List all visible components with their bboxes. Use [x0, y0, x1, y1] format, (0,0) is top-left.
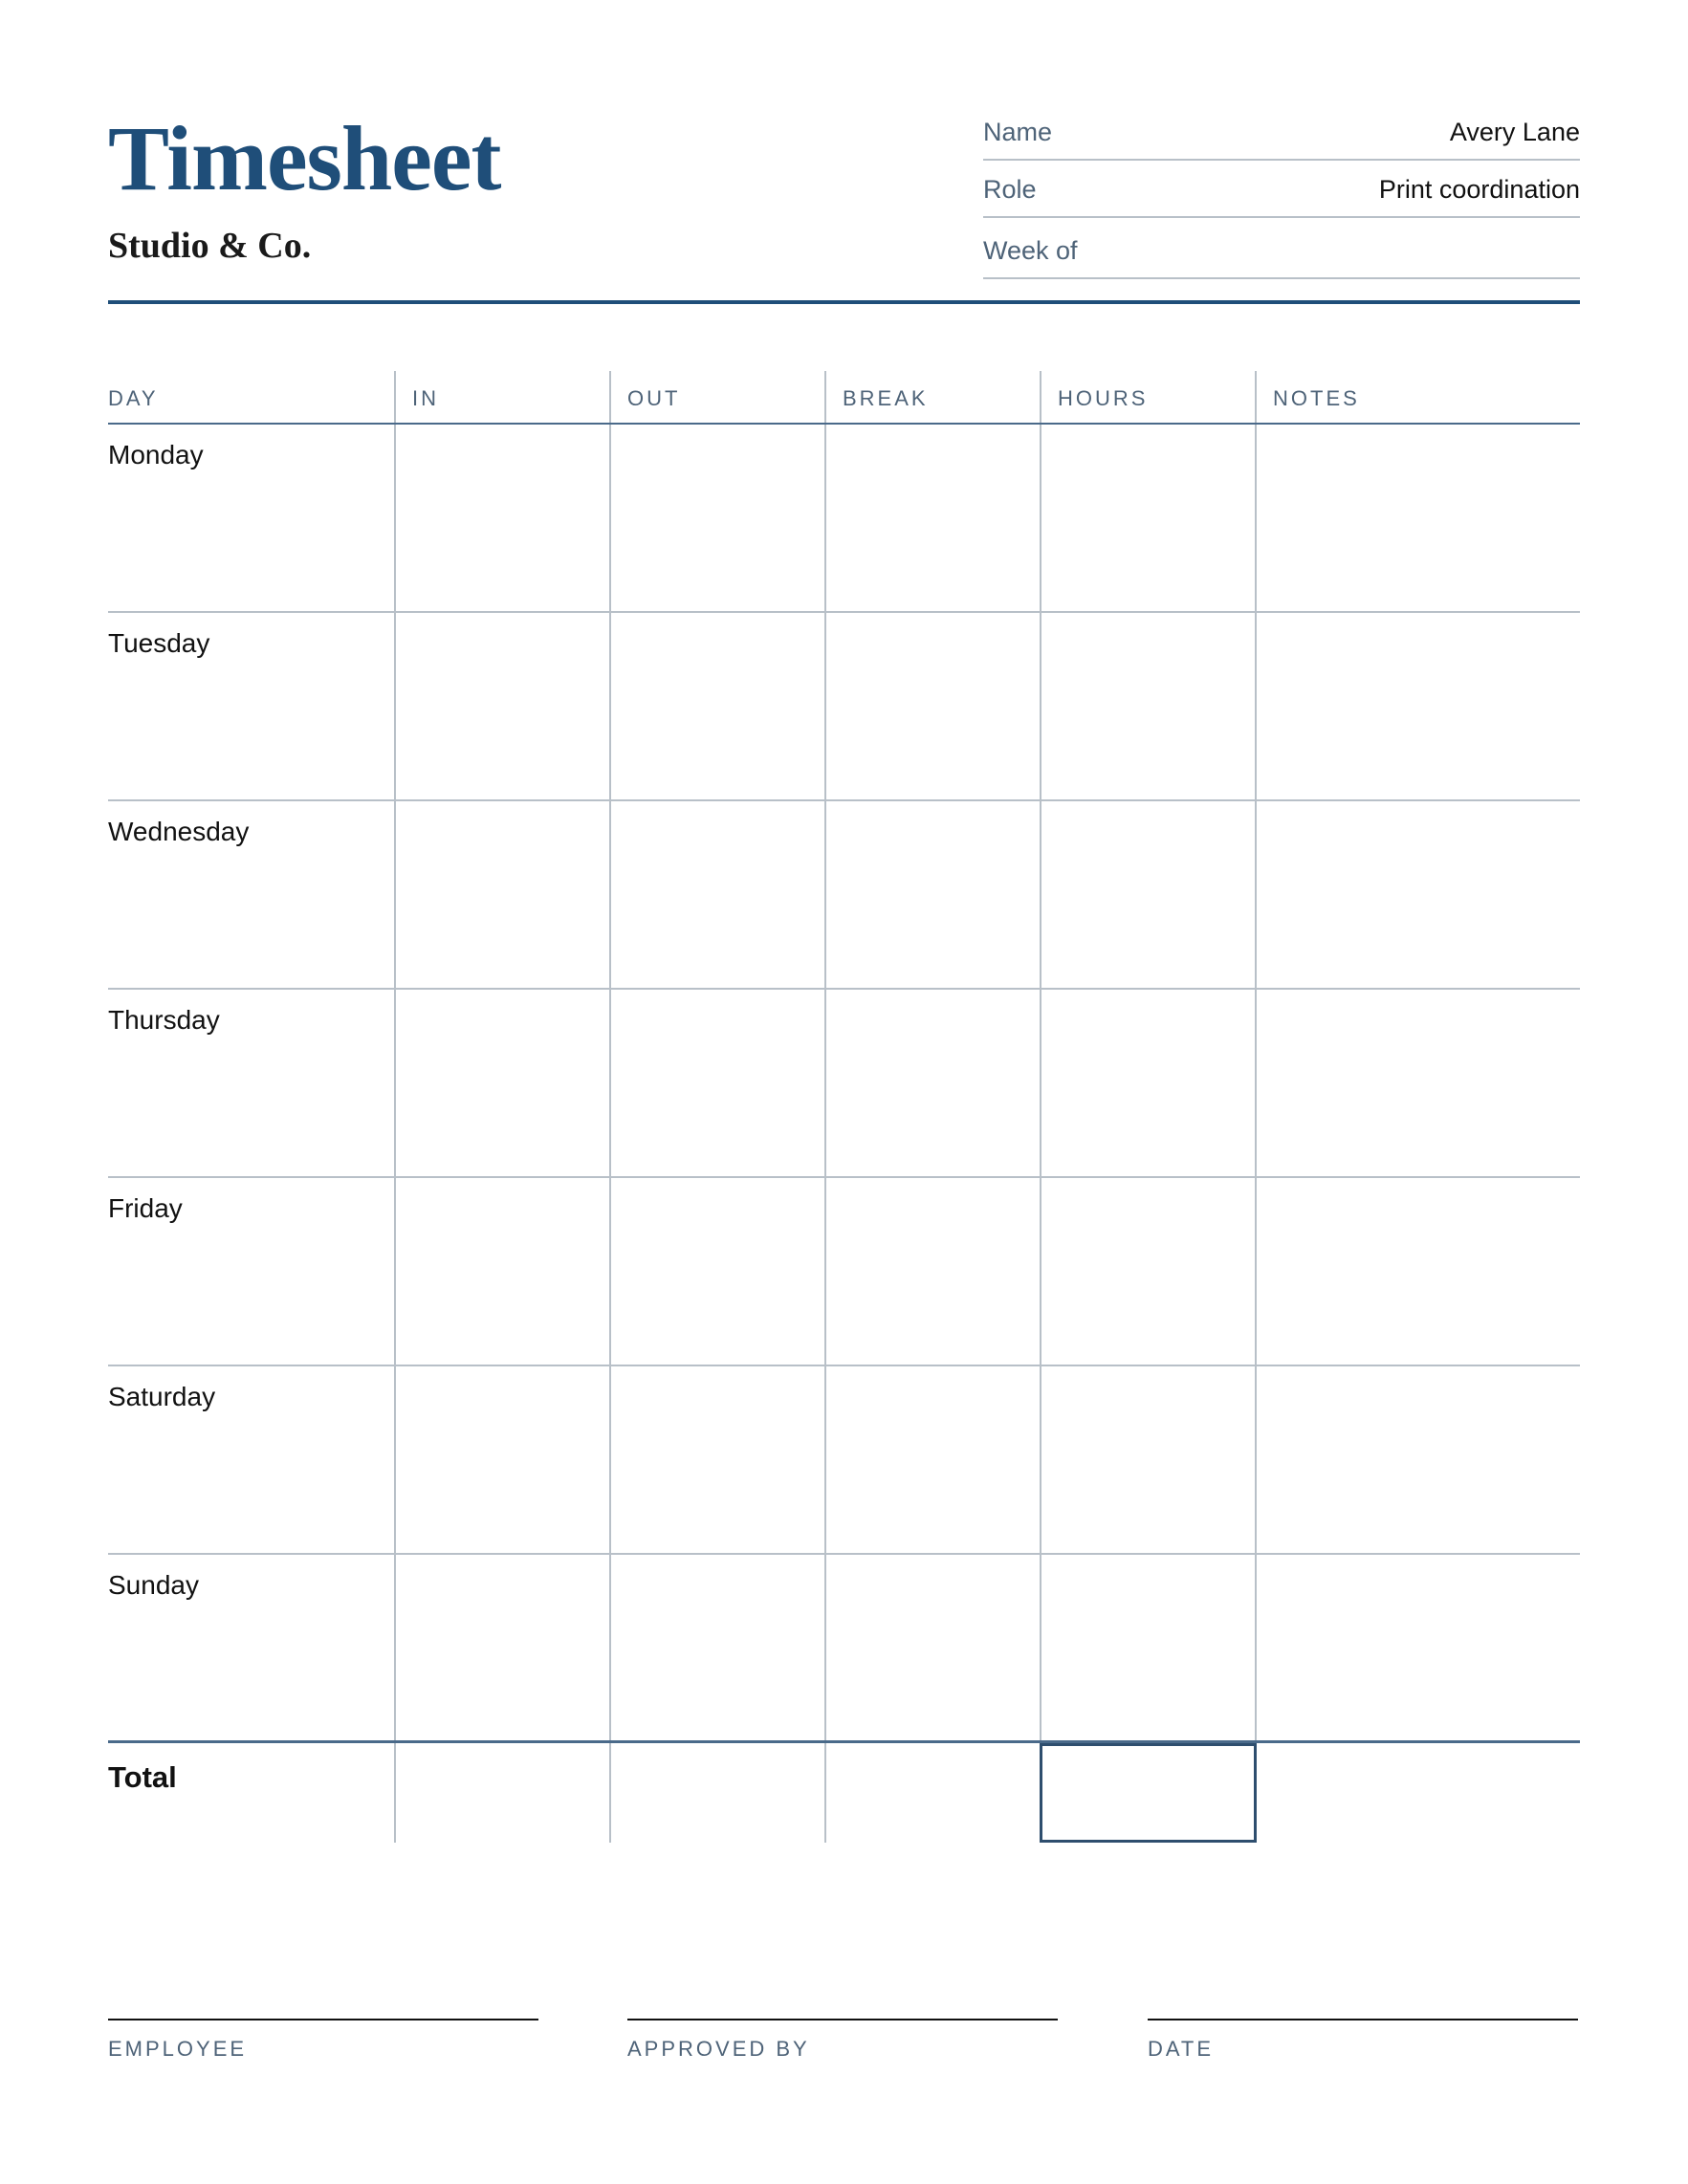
break-cell[interactable] [824, 613, 1040, 799]
name-field[interactable] [983, 103, 1580, 161]
table-row [108, 425, 1580, 613]
notes-cell[interactable] [1255, 613, 1580, 799]
out-cell[interactable] [609, 1178, 824, 1365]
column-header-out: OUT [609, 371, 824, 423]
in-cell[interactable] [394, 1555, 609, 1740]
out-cell[interactable] [609, 1555, 824, 1740]
employee-info [983, 103, 1580, 279]
in-cell[interactable] [394, 425, 609, 611]
notes-cell[interactable] [1255, 1555, 1580, 1740]
day-label: Monday [108, 440, 204, 470]
approver-signature[interactable] [627, 2019, 1058, 2062]
hours-cell[interactable] [1040, 613, 1255, 799]
timesheet-table [108, 371, 1580, 1843]
table-row [108, 1555, 1580, 1743]
notes-cell[interactable] [1255, 1366, 1580, 1553]
column-header-break: BREAK [824, 371, 1040, 423]
role-field[interactable] [983, 161, 1580, 218]
hours-cell[interactable] [1040, 425, 1255, 611]
total-label: Total [108, 1760, 177, 1794]
notes-cell[interactable] [1255, 1178, 1580, 1365]
column-header-in: IN [394, 371, 609, 423]
break-cell[interactable] [824, 801, 1040, 988]
column-header-notes: NOTES [1255, 371, 1580, 423]
out-cell[interactable] [609, 1366, 824, 1553]
column-header-day: DAY [108, 386, 159, 410]
total-out-cell [609, 1743, 824, 1843]
break-cell[interactable] [824, 1178, 1040, 1365]
notes-cell[interactable] [1255, 425, 1580, 611]
break-cell[interactable] [824, 425, 1040, 611]
break-cell[interactable] [824, 1366, 1040, 1553]
notes-cell[interactable] [1255, 801, 1580, 988]
employee-signature-line[interactable] [108, 2019, 538, 2020]
in-cell[interactable] [394, 613, 609, 799]
column-header-hours: HOURS [1040, 371, 1255, 423]
total-hours-box[interactable] [1040, 1743, 1257, 1843]
out-cell[interactable] [609, 990, 824, 1176]
name-value: Avery Lane [1449, 118, 1580, 146]
day-label: Saturday [108, 1382, 216, 1411]
table-row [108, 613, 1580, 801]
employee-signature-label: EMPLOYEE [108, 2037, 248, 2061]
total-break-cell [824, 1743, 1040, 1843]
in-cell[interactable] [394, 1178, 609, 1365]
date-signature-label: DATE [1148, 2037, 1215, 2061]
week-of-field[interactable] [983, 218, 1580, 279]
day-label: Wednesday [108, 817, 250, 846]
table-row [108, 1178, 1580, 1366]
name-label: Name [983, 118, 1053, 146]
out-cell[interactable] [609, 613, 824, 799]
approver-signature-line[interactable] [627, 2019, 1058, 2020]
table-header [108, 371, 1580, 425]
in-cell[interactable] [394, 1366, 609, 1553]
table-row [108, 990, 1580, 1178]
company-name: Studio & Co. [108, 226, 312, 266]
hours-cell[interactable] [1040, 1178, 1255, 1365]
total-notes-cell [1255, 1743, 1580, 1843]
hours-cell[interactable] [1040, 801, 1255, 988]
break-cell[interactable] [824, 990, 1040, 1176]
table-row [108, 1366, 1580, 1555]
role-value: Print coordination [1378, 175, 1580, 204]
hours-cell[interactable] [1040, 1366, 1255, 1553]
break-cell[interactable] [824, 1555, 1040, 1740]
total-hours-cell[interactable] [1040, 1743, 1255, 1843]
date-signature[interactable] [1148, 2019, 1578, 2062]
total-in-cell [394, 1743, 609, 1843]
in-cell[interactable] [394, 801, 609, 988]
employee-signature[interactable] [108, 2019, 538, 2062]
out-cell[interactable] [609, 425, 824, 611]
role-label: Role [983, 175, 1037, 204]
out-cell[interactable] [609, 801, 824, 988]
hours-cell[interactable] [1040, 990, 1255, 1176]
date-signature-line[interactable] [1148, 2019, 1578, 2020]
day-label: Thursday [108, 1005, 220, 1035]
approver-signature-label: APPROVED BY [627, 2037, 810, 2061]
week-of-label: Week of [983, 236, 1078, 265]
page-title: Timesheet [108, 107, 501, 209]
header-divider [108, 300, 1580, 304]
day-label: Sunday [108, 1570, 199, 1600]
total-row [108, 1743, 1580, 1843]
day-label: Friday [108, 1193, 183, 1223]
hours-cell[interactable] [1040, 1555, 1255, 1740]
day-label: Tuesday [108, 628, 210, 658]
notes-cell[interactable] [1255, 990, 1580, 1176]
in-cell[interactable] [394, 990, 609, 1176]
table-row [108, 801, 1580, 990]
